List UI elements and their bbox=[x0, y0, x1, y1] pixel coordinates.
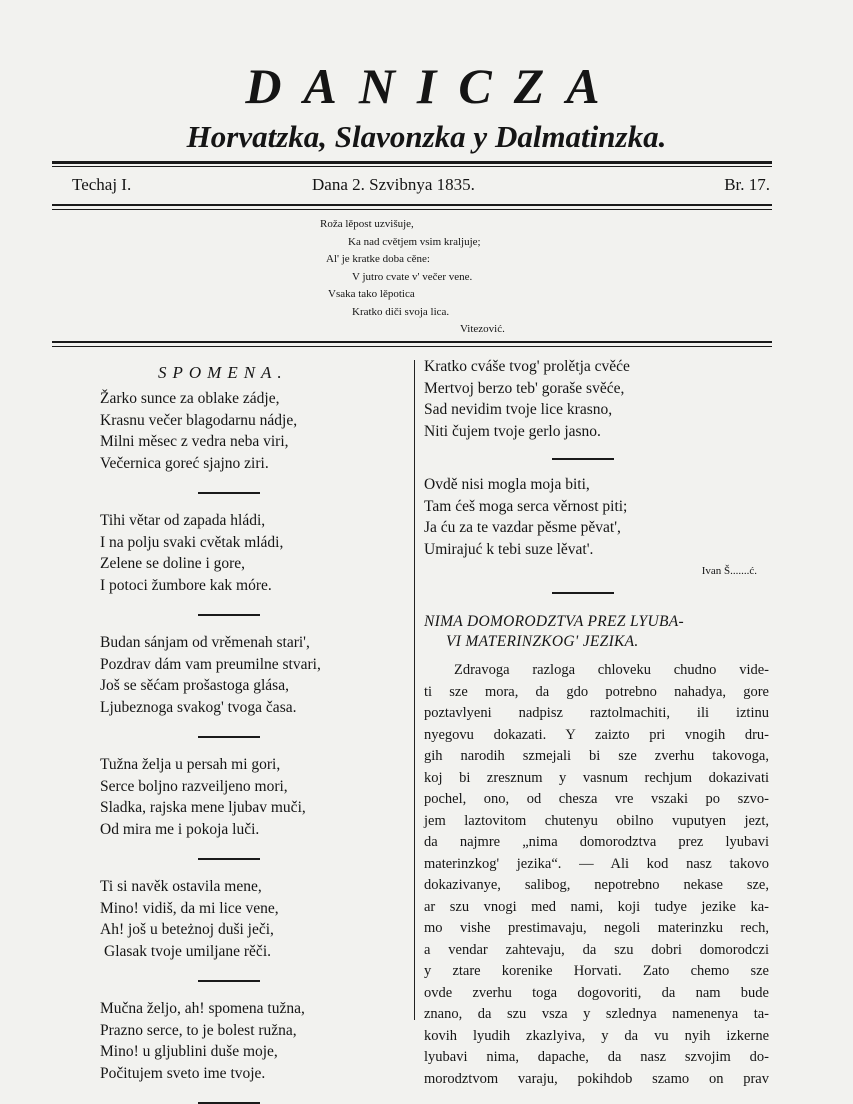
stanza-separator bbox=[198, 858, 260, 860]
verse-line: Umirajuć k tebi suze lěvat'. bbox=[424, 540, 594, 558]
article-line: ar szu vnogi med nami, koji tudye jezike ka- bbox=[424, 898, 769, 915]
poem-title: SPOMENA. bbox=[158, 363, 288, 382]
motto-rule-1 bbox=[52, 341, 772, 343]
verse-line: Počitujem sveto ime tvoje. bbox=[100, 1064, 266, 1082]
motto-line: Roža lěpost uzvišuje, bbox=[320, 218, 414, 230]
article-line: koj bi zresznum y vasnum rechjum dokazivati bbox=[424, 769, 769, 786]
motto-rule-2 bbox=[52, 346, 772, 347]
verse-line: Serce boljno razveiljeno mori, bbox=[100, 777, 288, 795]
verse-line: Milni měsec z vedra neba viri, bbox=[100, 433, 289, 450]
verse-line: Ti si navěk ostavila mene, bbox=[100, 878, 262, 895]
verse-line: Ah! još u beteżnoj duši ječi, bbox=[100, 921, 274, 938]
stanza bbox=[100, 388, 390, 474]
article-line: ovde zverhu toga dogovoriti, da nam bude bbox=[424, 984, 769, 1001]
article-line: a vendar zahtevaju, da szu dobri domorodczi bbox=[424, 941, 769, 958]
verse-line: Krasnu večer blagodarnu nádje, bbox=[100, 411, 298, 429]
verse-line: Budan sánjam od vrěmenah stari', bbox=[100, 634, 310, 651]
verse-line: Ja ću za te vazdar pěsme pěvat', bbox=[424, 519, 621, 536]
issue-number: Br. 17. bbox=[724, 175, 770, 194]
verse-line: I na polju svaki cvětak mládi, bbox=[100, 533, 284, 551]
verse-line: Ovdě nisi mogla moja biti, bbox=[424, 476, 590, 493]
motto bbox=[320, 216, 560, 339]
article-line: gih narodih szmejali bi sze zverhu takovoga, bbox=[424, 748, 769, 764]
stanza-separator bbox=[198, 736, 260, 738]
section-separator bbox=[552, 592, 614, 594]
article-line: nyegovu dokazati. Y zaizto pri vnogih dru- bbox=[424, 726, 769, 743]
verse-line: Prazno serce, to je bolest ružna, bbox=[100, 1021, 297, 1039]
article-line: ti sze mora, da gdo potrebno nahadya, gore bbox=[424, 683, 769, 700]
verse-line: Kratko cváše tvog' prolětja cvěće bbox=[424, 358, 630, 375]
motto-author: Vitezović. bbox=[460, 323, 505, 335]
motto-line: Vsaka tako lěpotica bbox=[328, 288, 415, 300]
column-divider bbox=[414, 360, 415, 1020]
verse-line: Tužna želja u persah mi gori, bbox=[100, 756, 281, 773]
article-line: materinzkog' jezika“. — Ali kod nasz takovo bbox=[424, 855, 769, 872]
verse-line: Pozdrav dám vam preumilne stvari, bbox=[100, 655, 321, 673]
stanza bbox=[100, 754, 390, 840]
issue-rule-2 bbox=[52, 209, 772, 210]
stanza-separator bbox=[552, 458, 614, 460]
motto-line: Al' je kratke doba cěne: bbox=[326, 253, 430, 265]
article-line: dokazivanye, salibog, nepotrebno nekase sze, bbox=[424, 877, 769, 893]
stanza bbox=[100, 632, 390, 718]
poem-byline: Ivan Š.......ć. bbox=[701, 565, 757, 577]
issue-date: Dana 2. Szvibnya 1835. bbox=[312, 175, 475, 194]
article-line: mo vishe prestimavaju, negoli materinzku rech, bbox=[424, 920, 769, 936]
article-title-line: NIMA DOMORODZTVA PREZ LYUBA- bbox=[424, 613, 684, 630]
article-line: pochel, ono, od chesza vre vszaki po szvo- bbox=[424, 791, 769, 807]
article-line: y ztare korenike Horvati. Zato chemo sze bbox=[424, 963, 769, 979]
verse-line: Mino! vidiš, da mi lice vene, bbox=[100, 899, 279, 917]
verse-line: Žarko sunce za oblake zádje, bbox=[100, 390, 280, 407]
poem-column bbox=[100, 362, 390, 1104]
issue-rule-1 bbox=[52, 204, 772, 206]
article-line: lyubavi nima, dapache, da nasz szvojim do- bbox=[424, 1049, 769, 1065]
stanza-separator bbox=[198, 980, 260, 982]
verse-line: I potoci žumbore kak móre. bbox=[100, 576, 272, 594]
motto-line: V jutro cvate v' večer vene. bbox=[352, 270, 473, 283]
motto-line: Kratko diči svoja lica. bbox=[352, 305, 450, 318]
verse-line: Glasak tvoje umiljane rěči. bbox=[104, 942, 271, 960]
verse-line: Tihi větar od zapada hládi, bbox=[100, 512, 266, 529]
masthead-title: DANICZA bbox=[245, 58, 622, 114]
right-column bbox=[424, 356, 769, 1090]
verse-line: Mertvoj berzo teb' goraše svěće, bbox=[424, 379, 625, 397]
article-line: jem laztovitom chutenyu obilno vuputyen jezt, bbox=[424, 812, 769, 829]
verse-line: Niti čujem tvoje gerlo jasno. bbox=[424, 422, 601, 440]
article-body bbox=[424, 660, 769, 1090]
article-line: da najmre „nima domorodztva prez lyubavi bbox=[424, 834, 769, 850]
stanza-separator bbox=[198, 492, 260, 494]
stanza bbox=[100, 876, 390, 962]
article-title bbox=[424, 612, 769, 652]
masthead-subtitle: Horvatzka, Slavonzka y Dalmatinzka. bbox=[186, 119, 667, 154]
verse-line: Mučna željo, ah! spomena tužna, bbox=[100, 1000, 305, 1017]
verse-line: Večernica goreć sjajno ziri. bbox=[100, 454, 269, 472]
verse-line: Mino! u gljublini duše moje, bbox=[100, 1043, 278, 1060]
masthead-rule-thick bbox=[52, 161, 772, 164]
stanza bbox=[424, 356, 769, 442]
verse-line: Od mira me i pokoja luči. bbox=[100, 820, 260, 838]
stanza-separator bbox=[198, 614, 260, 616]
article-title-line: VI MATERINZKOG' JEZIKA. bbox=[446, 633, 639, 650]
verse-line: Još se sěćam prošastoga glása, bbox=[100, 677, 289, 694]
verse-line: Tam ćeš moga serca věrnost piti; bbox=[424, 497, 628, 515]
verse-line: Sad nevidim tvoje lice krasno, bbox=[424, 401, 613, 418]
article-line: Zdravoga razloga chloveku chudno vide- bbox=[454, 662, 769, 678]
verse-line: Sladka, rajska mene ljubav muči, bbox=[100, 799, 306, 816]
motto-line: Ka nad cvětjem vsim kraljuje; bbox=[348, 235, 481, 248]
stanza bbox=[100, 998, 390, 1084]
article-line: znano, da szu vsza y szlednya namenenya ta- bbox=[424, 1006, 769, 1022]
verse-line: Zelene se doline i gore, bbox=[100, 555, 246, 572]
issue-line bbox=[72, 172, 770, 198]
masthead-rule-thin bbox=[52, 166, 772, 167]
stanza bbox=[424, 474, 769, 560]
article-line: morodztvom varaju, pokihdob szamo on prav bbox=[424, 1070, 769, 1087]
article-line: poztavlyeni nadpisz raztolmachiti, ili iztinu bbox=[424, 705, 769, 721]
verse-line: Ljubeznoga svakog' tvoga časa. bbox=[100, 698, 297, 716]
article-line: kovih lyudih zkazlyiva, y da vu nyih izkerne bbox=[424, 1027, 769, 1044]
stanza bbox=[100, 510, 390, 596]
issue-volume: Techaj I. bbox=[72, 175, 132, 194]
